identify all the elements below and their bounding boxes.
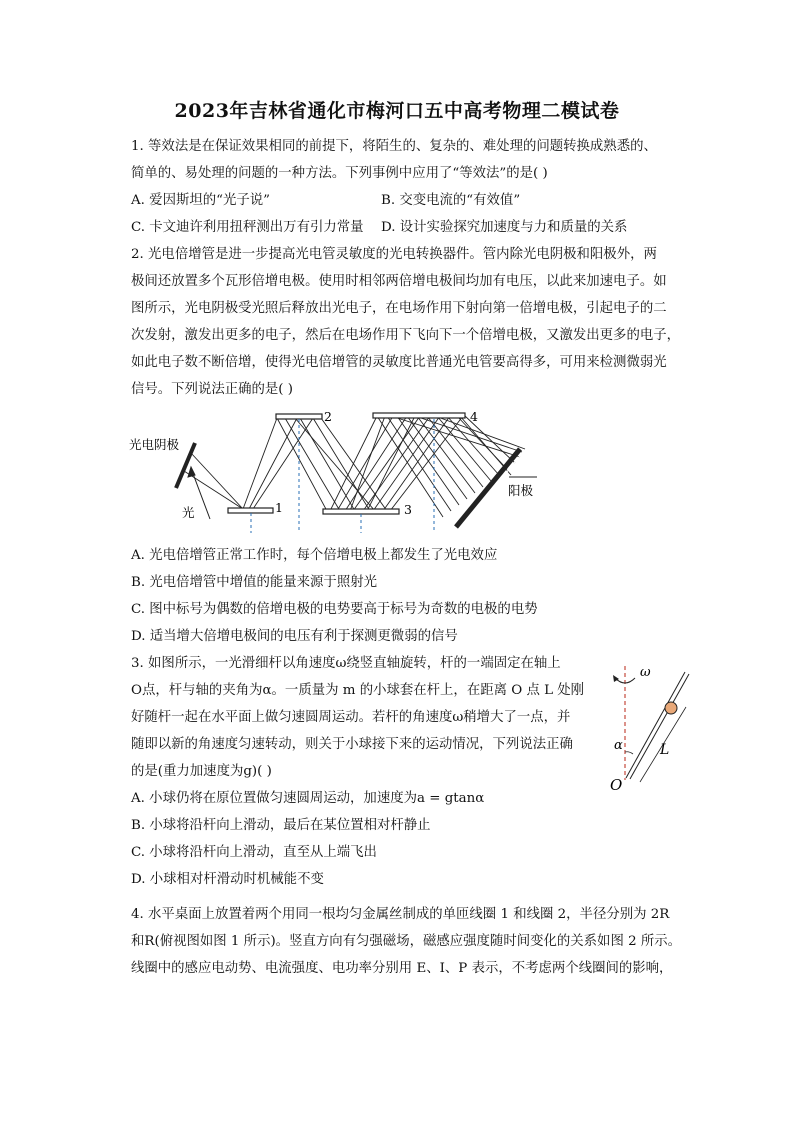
dynode-2 [276, 414, 322, 419]
length-label: L [660, 742, 670, 758]
q2-option-b: B. 光电倍增管中增值的能量来源于照射光 [131, 575, 377, 590]
omega-label: ω [640, 665, 651, 680]
alpha-label: α [614, 738, 623, 753]
q2-option-a: A. 光电倍增管正常工作时，每个倍增电极上都发生了光电效应 [131, 548, 498, 563]
q3-option-a: A. 小球仍将在原位置做匀速圆周运动，加速度为a = gtanα [131, 791, 485, 806]
q3-line-3: 好随杆一起在水平面上做匀速圆周运动。若杆的角速度ω稍增大了一点，并 [131, 710, 571, 725]
q2-option-d: D. 适当增大倍增电极间的电压有利于探测更微弱的信号 [131, 629, 458, 644]
cathode-plate [176, 443, 199, 489]
q2-line-4: 次发射，激发出更多的电子，然后在电场作用下飞向下一个倍增电极，又激发出更多的电子， [131, 328, 681, 343]
origin-label: O [610, 776, 623, 794]
q3-line-1: 3. 如图所示，一光滑细杆以角速度ω绕竖直轴旋转，杆的一端固定在轴上 [131, 656, 561, 671]
q2-line-6: 信号。下列说法正确的是( ) [131, 382, 294, 397]
q3-option-d: D. 小球相对杆滑动时机械能不变 [131, 872, 324, 887]
q2-line-5: 如此电子数不断倍增，使得光电倍增管的灵敏度比普通光电管要高得多，可用来检测微弱光 [131, 355, 667, 370]
q1-option-c: C. 卡文迪许利用扭秤测出万有引力常量 [131, 220, 364, 235]
light-label: 光 [182, 505, 195, 520]
q2-line-3: 图所示，光电阴极受光照后释放出光电子，在电场作用下射向第一倍增电极，引起电子的二 [131, 301, 667, 316]
q2-line-1: 2. 光电倍增管是进一步提高光电管灵敏度的光电转换器件。管内除光电阴极和阳极外，两 [131, 247, 657, 262]
electrode-label-1: 1 [275, 500, 283, 515]
electrode-label-3: 3 [404, 502, 412, 517]
photomultiplier-figure [125, 405, 555, 535]
ball [665, 702, 677, 714]
q4-line-3: 线圈中的感应电动势、电流强度、电功率分别用 E、I、P 表示，不考虑两个线圈间的影响， [131, 961, 673, 976]
q4-line-1: 4. 水平桌面上放置着两个用同一根均匀金属丝制成的单匝线圈 1 和线圈 2，半径分别为 2R [131, 907, 670, 922]
q1-option-a: A. 爱因斯坦的“光子说” [131, 193, 270, 208]
q3-option-c: C. 小球将沿杆向上滑动，直至从上端飞出 [131, 845, 377, 860]
q3-line-5: 的是(重力加速度为g)( ) [131, 764, 272, 779]
electrode-label-4: 4 [470, 409, 478, 424]
page-title: 2023年吉林省通化市梅河口五中高考物理二模试卷 [174, 100, 620, 122]
q3-line-2: O点，杆与轴的夹角为α。一质量为 m 的小球套在杆上，在距离 O 点 L 处刚 [131, 683, 585, 698]
q2-option-c: C. 图中标号为偶数的倍增电极的电势要高于标号为奇数的电极的电势 [131, 602, 538, 617]
q1-line-2: 简单的、易处理的问题的一种方法。下列事例中应用了“等效法”的是( ) [131, 166, 548, 181]
q2-line-2: 极间还放置多个瓦形倍增电极。使用时相邻两倍增电极间均加有电压，以此来加速电子。如 [131, 274, 667, 289]
dynode-1 [228, 508, 273, 513]
anode-label: 阳极 [508, 483, 534, 498]
electrode-label-2: 2 [324, 409, 332, 424]
rotating-rod-figure [600, 660, 710, 795]
q4-line-2: 和R(俯视图如图 1 所示)。竖直方向有匀强磁场，磁感应强度随时间变化的关系如图 2 所示。 [131, 934, 682, 949]
dynode-4 [373, 413, 465, 418]
q1-option-b: B. 交变电流的“有效值” [381, 193, 521, 208]
dynode-3 [323, 509, 399, 514]
q3-line-4: 随即以新的角速度匀速转动，则关于小球接下来的运动情况，下列说法正确 [131, 737, 573, 752]
rod [626, 672, 685, 778]
q1-line-1: 1. 等效法是在保证效果相同的前提下，将陌生的、复杂的、难处理的问题转换成熟悉的、 [131, 139, 657, 154]
q1-option-d: D. 设计实验探究加速度与力和质量的关系 [381, 220, 628, 235]
cathode-label: 光电阴极 [129, 437, 180, 452]
q3-option-b: B. 小球将沿杆向上滑动，最后在某位置相对杆静止 [131, 818, 431, 833]
